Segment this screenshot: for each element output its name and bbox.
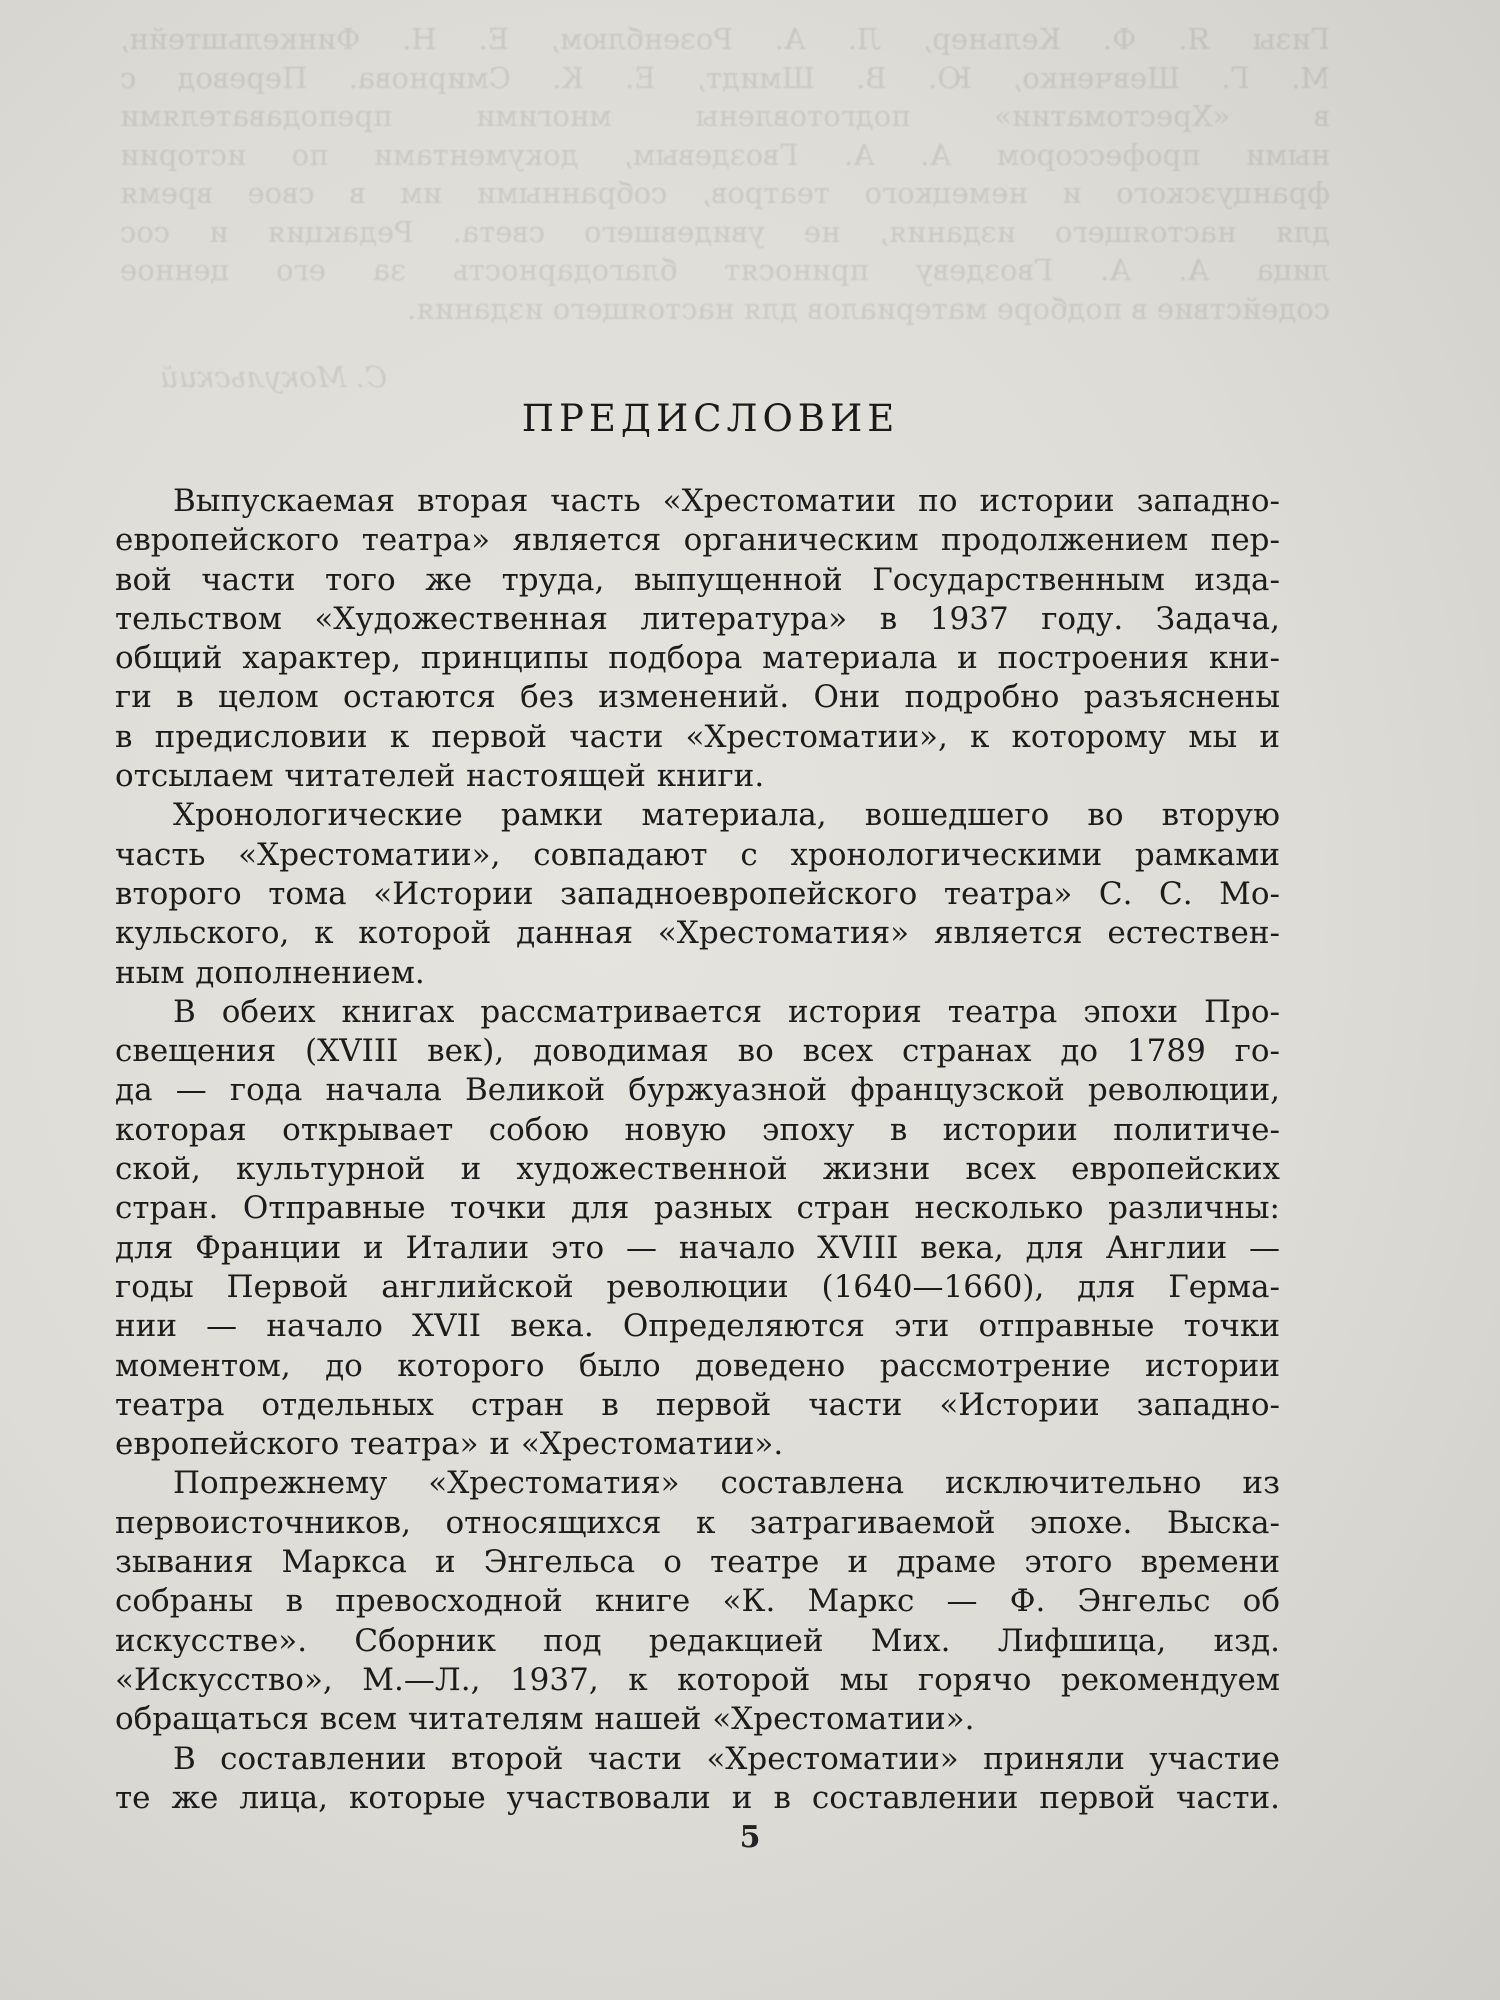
text-line: нии — начало XVII века. Определяются эти отправные точки (115, 1308, 1280, 1345)
text-line: зывания Маркса и Энгельса о театре и драме этого времени (115, 1544, 1280, 1581)
page-title: ПРЕДИСЛОВИЕ (521, 397, 900, 440)
text-line: которая открывает собою новую эпоху в истории политиче- (115, 1111, 1280, 1148)
text-line: «Искусство», М.—Л., 1937, к которой мы горячо рекомендуем (115, 1661, 1280, 1698)
text-line: Хронологические рамки материала, вошедшего во вторую (173, 797, 1280, 834)
text-line: вой части того же труда, выпущенной Государственным изда- (115, 561, 1280, 598)
text-line: первоисточников, относящихся к затрагиваемой эпохе. Выска- (115, 1504, 1280, 1541)
text-line: обращаться всем читателям нашей «Хрестоматии». (115, 1701, 975, 1738)
text-line: отсылаем читателей настоящей книги. (115, 758, 765, 795)
text-line: собраны в превосходной книге «К. Маркс — Ф. Энгельс об (115, 1583, 1280, 1620)
paragraph-3 (115, 993, 1280, 1465)
preface-content (115, 397, 1280, 1818)
text-line: стран. Отправные точки для разных стран несколько различны: (115, 1190, 1280, 1227)
text-line: искусстве». Сборник под редакцией Мих. Лифшица, изд. (115, 1622, 1280, 1659)
text-line: второго тома «Истории западноевропейского театра» С. С. Мо- (115, 875, 1280, 912)
text-line: свещения (XVIII век), доводимая во всех странах до 1789 го- (115, 1033, 1280, 1070)
text-line: Попрежнему «Хрестоматия» составлена исключительно из (173, 1465, 1280, 1502)
text-line: ги в целом остаются без изменений. Они подробно разъяснены (115, 679, 1280, 716)
paragraph-2 (115, 796, 1280, 992)
bleed-through-text: Гизы Я. Ф. Кельнер, Л. А. Розенблюм, Е. Н. Финкельштейн, М. Г. Шевченко, Ю. В. Шмидт, Е. К. Смирнова. Перевод с в «Хрестоматии» подготовлены многими преподавателями ными профессором А. А. Гвоздевым, документами по истории французского и немецкого театров, собранными им в свое время для настоящего издания, не увидевшего света. Редакция и сос лица А. А. Гвоздеву приносят благодарность за его ценное содействие в подборе материалов для настоящего издания. С. Мокульский (120, 22, 1330, 394)
text-line: В обеих книгах рассматривается история театра эпохи Про- (173, 993, 1280, 1030)
text-line: те же лица, которые участвовали и в составлении первой части. (115, 1779, 1280, 1816)
text-line: для Франции и Италии это — начало XVIII века, для Англии — (115, 1229, 1280, 1266)
text-line: В составлении второй части «Хрестоматии» приняли участие (173, 1740, 1280, 1777)
text-line: кульского, к которой данная «Хрестоматия» является естествен- (115, 915, 1280, 952)
paragraph-4 (115, 1464, 1280, 1739)
paragraph-1 (115, 482, 1280, 796)
text-line: театра отдельных стран в первой части «Истории западно- (115, 1386, 1280, 1423)
text-line: ской, культурной и художественной жизни всех европейских (115, 1151, 1280, 1188)
text-line: европейского театра» и «Хрестоматии». (115, 1426, 784, 1463)
text-line: тельством «Художественная литература» в 1937 году. Задача, (115, 600, 1280, 637)
text-line: Выпускаемая вторая часть «Хрестоматии по истории западно- (173, 483, 1280, 519)
text-line: да — года начала Великой буржуазной французской революции, (115, 1072, 1280, 1109)
text-line: общий характер, принципы подбора материала и построения кни- (115, 640, 1280, 677)
text-line: европейского театра» является органическим продолжением пер- (115, 522, 1280, 559)
text-line: в предисловии к первой части «Хрестоматии», к которому мы и (115, 718, 1280, 755)
text-line: годы Первой английской революции (1640—1660), для Герма- (115, 1268, 1280, 1305)
paragraph-5 (115, 1740, 1280, 1819)
page-number: 5 (739, 1820, 761, 1855)
text-line: моментом, до которого было доведено рассмотрение истории (115, 1347, 1280, 1384)
text-line: ным дополнением. (115, 954, 425, 991)
text-line: часть «Хрестоматии», совпадают с хронологическими рамками (115, 836, 1280, 873)
